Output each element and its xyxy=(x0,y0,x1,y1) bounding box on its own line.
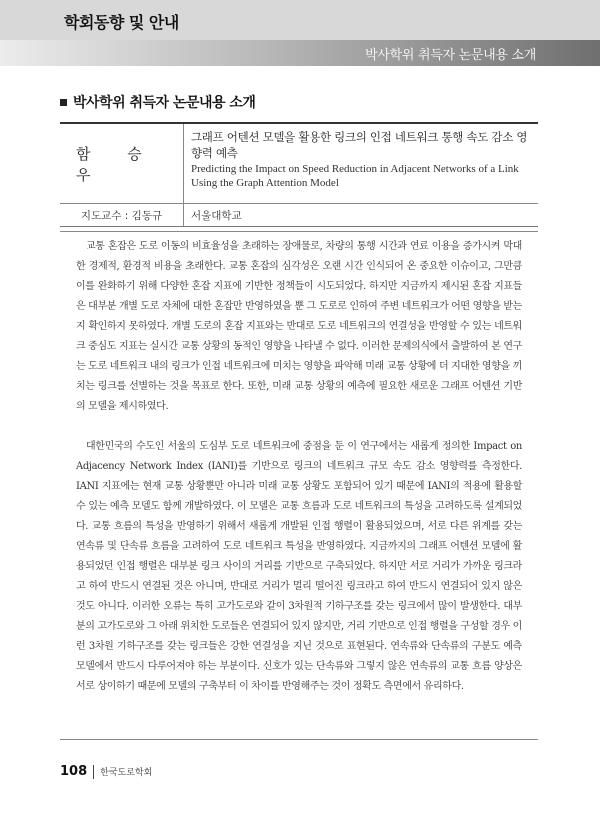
page-number: 108 xyxy=(60,764,88,779)
thesis-info-table xyxy=(60,122,538,227)
square-bullet-icon xyxy=(60,99,67,106)
footer-divider xyxy=(93,765,94,779)
abstract-box xyxy=(60,231,538,740)
author-name: 함 승 우 xyxy=(60,124,184,203)
thesis-title xyxy=(191,129,533,190)
university: 서울대학교 xyxy=(191,209,242,222)
section-label: 학회동향 및 안내 xyxy=(64,13,179,32)
banner-title: 박사학위 취득자 논문내용 소개 xyxy=(365,48,536,63)
page-footer xyxy=(60,764,152,779)
abstract-paragraph-2: 대한민국의 수도인 서울의 도심부 도로 네트워크에 중점을 둔 이 연구에서는 새롭게 정의한 Impact on Adjacency Network Index (IANI)를 기반으로 링크의 네트워크 규모 속도 감소 영향력를 측정한다. IANI 지표에는 현재 교통 상황뿐만 아니라 미래 교통 상황도 포함되어 있기 때문에 IANI의 적용에 활용할 수 있는 예측 모델도 함께 개발하였다. 이 모델은 교통 흐름과 도로 네트워크의 특성을 고려하도록 설계되었다. 교통 흐름의 특성을 반영하기 위해서 새롭게 개발된 인접 행렬이 활용되었으며, 서로 다른 위계를 갖는 연속류 및 단속류 흐름을 고려하여 도로 네트워크 특성을 반영하였다. 지금까지의 그래프 어텐션 모델에 활용되었던 인접 행렬은 대부분 링크 사이의 거리를 기반으로 구축되었다. 하지만 서로 거리가 가까운 링크라고 하여 반드시 연결된 것은 아니며, 반대로 거리가 멀리 떨어진 링크라고 하여 반드시 연결되어 있지 않은 것도 아니다. 이러한 오류는 특히 고가도로와 같이 3차원적 기하구조를 갖는 링크에서 많이 발생한다. 대부분의 고가도로와 그 아래 위치한 도로들은 연결되어 있지 않지만, 거리 기반으로 인접 행렬을 구성할 경우 이런 3차원 기하구조를 갖는 링크들은 강한 연결성을 지닌 것으로 표현된다. 연속류와 단속류의 구분도 예측 모델에서 반드시 다루어져야 하는 부분이다. 신호가 있는 단속류와 그렇지 않은 연속류의 교통 흐름 양상은 서로 상이하기 때문에 모델의 구축부터 이 차이를 반영해주는 것이 정확도 측면에서 유리하다. xyxy=(76,441,522,692)
page-heading xyxy=(60,92,255,112)
thesis-title-english: Predicting the Impact on Speed Reduction in Adjacent Networks of a Link Using the Graph Attention Model xyxy=(191,163,519,189)
society-name: 한국도로학회 xyxy=(100,768,153,778)
abstract-paragraph-1: 교통 혼잡은 도로 이동의 비효율성을 초래하는 장애물로, 차량의 통행 시간과 연료 이용을 증가시켜 막대한 경제적, 환경적 비용을 초래한다. 교통 혼잡의 심각성은 오랜 시간 인식되어 온 중요한 이슈이고, 그만큼 이를 완화하기 위해 다양한 혼잡 지표에 기반한 정책들이 시도되었다. 하지만 지금까지 제시된 혼잡 지표들은 대부분 개별 도로 자체에 대한 혼잡만 반영하였을 뿐 그 도로로 인하여 주변 네트워크가 어떤 영향을 받는지 확인하지 못하였다. 개별 도로의 혼잡 지표와는 반대로 도로 네트워크의 연결성을 반영할 수 있는 네트워크 중심도 지표는 실시간 교통 상황의 동적인 영향을 나타낼 수 없다. 이러한 문제의식에서 출발하여 본 연구는 도로 네트워크 내의 링크가 인접 네트워크에 미치는 영향을 파악해 미래 교통 상황에 더 지대한 영향을 끼치는 링크를 선별하는 것을 목표로 한다. 또한, 미래 교통 상황의 예측에 필요한 새로운 그래프 어텐션 기반의 모델을 제시하였다. xyxy=(76,241,522,412)
advisor: 지도교수 : 김동규 xyxy=(60,204,184,226)
page-heading-text: 박사학위 취득자 논문내용 소개 xyxy=(73,95,256,111)
thesis-title-korean: 그래프 어텐션 모델을 활용한 링크의 인접 네트워크 통행 속도 감소 영향력 예측 xyxy=(191,130,528,160)
